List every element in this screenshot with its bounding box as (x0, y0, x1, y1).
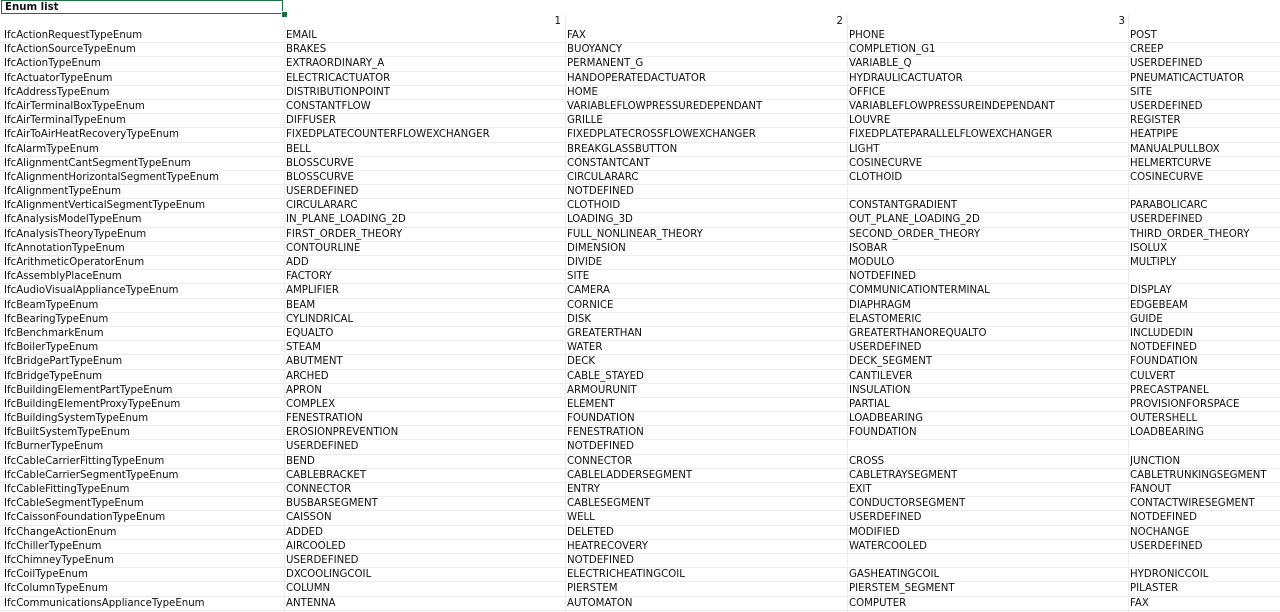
value-cell[interactable]: ARCHED (286, 370, 329, 382)
value-cell[interactable]: PRECASTPANEL (1130, 384, 1209, 396)
table-row (0, 483, 1280, 497)
value-cell[interactable]: PIERSTEM_SEGMENT (849, 583, 955, 595)
value-cell[interactable]: CONTACTWIRESEGMENT (1130, 498, 1255, 510)
enum-name-cell[interactable]: IfcCableCarrierSegmentTypeEnum (4, 469, 179, 481)
value-cell[interactable]: REGISTER (1130, 115, 1181, 127)
value-cell[interactable]: CIRCULARARC (286, 200, 358, 212)
value-cell[interactable]: ENTRY (567, 484, 600, 495)
value-cell[interactable]: MANUALPULLBOX (1130, 143, 1220, 155)
table-row (0, 284, 1280, 298)
value-cell[interactable]: INSULATION (849, 384, 911, 396)
enum-name-cell[interactable]: IfcColumnTypeEnum (4, 583, 108, 595)
table-row (0, 57, 1280, 71)
value-cell[interactable]: CIRCULARARC (567, 171, 639, 183)
table-row (0, 540, 1280, 554)
table-row (0, 242, 1280, 256)
value-cell[interactable]: NOTDEFINED (567, 186, 634, 198)
table-row (0, 568, 1280, 582)
value-cell[interactable] (849, 554, 1127, 568)
value-cell[interactable]: HOME (567, 86, 598, 98)
value-cell[interactable]: JUNCTION (1130, 455, 1181, 467)
value-cell[interactable]: DIVIDE (567, 257, 603, 268)
value-cell[interactable]: CABLETRUNKINGSEGMENT (1130, 469, 1267, 481)
value-cell[interactable]: AIRCOOLED (286, 540, 346, 552)
value-cell[interactable]: CONDUCTORSEGMENT (849, 498, 966, 510)
value-cell[interactable]: PARTIAL (849, 398, 890, 410)
value-cell[interactable]: ISOBAR (849, 242, 888, 254)
value-cell[interactable]: MULTIPLY (1130, 257, 1177, 268)
value-cell[interactable]: GREATERTHANOREQUALTO (849, 327, 987, 339)
table-row (0, 185, 1280, 199)
table-row (0, 426, 1280, 440)
value-cell[interactable]: BLOSSCURVE (286, 157, 354, 169)
table-row (0, 511, 1280, 525)
value-cell[interactable]: DIMENSION (567, 242, 626, 254)
value-cell[interactable]: HEATPIPE (1130, 129, 1179, 141)
value-cell[interactable]: FENESTRATION (567, 427, 644, 439)
value-cell[interactable]: OFFICE (849, 86, 886, 98)
value-cell[interactable]: DISTRIBUTIONPOINT (286, 86, 390, 98)
value-cell[interactable]: CONTOURLINE (286, 242, 361, 254)
enum-name-cell[interactable]: IfcAlarmTypeEnum (4, 143, 99, 155)
enum-name-cell[interactable]: IfcAnalysisTheoryTypeEnum (4, 228, 147, 240)
selected-title-cell[interactable]: Enum list (1, 0, 283, 14)
enum-name-cell[interactable]: IfcActionSourceTypeEnum (4, 44, 136, 56)
value-cell[interactable]: BREAKGLASSBUTTON (567, 143, 678, 155)
value-cell[interactable]: CONSTANTCANT (567, 157, 650, 169)
enum-name-cell[interactable]: IfcBenchmarkEnum (4, 327, 104, 339)
value-cell[interactable]: DISPLAY (1130, 285, 1172, 297)
value-cell[interactable]: DECK_SEGMENT (849, 356, 933, 368)
value-cell[interactable]: DELETED (567, 526, 614, 538)
enum-name-cell[interactable]: IfcBeamTypeEnum (4, 299, 99, 311)
table-row (0, 327, 1280, 341)
value-cell[interactable]: AUTOMATON (567, 597, 633, 609)
value-cell[interactable]: ELASTOMERIC (849, 313, 922, 325)
value-cell[interactable]: EXIT (849, 484, 872, 495)
value-cell[interactable]: CONNECTOR (286, 484, 352, 495)
value-cell[interactable] (1130, 270, 1280, 284)
table-row (0, 412, 1280, 426)
column-number-row (0, 15, 1280, 29)
enum-name-cell[interactable]: IfcCableCarrierFittingTypeEnum (4, 455, 165, 467)
value-cell[interactable]: LOADING_3D (567, 214, 633, 226)
value-cell[interactable] (1130, 440, 1280, 454)
value-cell[interactable]: CREEP (1130, 44, 1164, 56)
value-cell[interactable]: BUSBARSEGMENT (286, 498, 378, 510)
value-cell[interactable]: NOCHANGE (1130, 526, 1190, 538)
value-cell[interactable]: DIAPHRAGM (849, 299, 911, 311)
enum-name-cell[interactable]: IfcAudioVisualApplianceTypeEnum (4, 285, 179, 297)
table-row (0, 384, 1280, 398)
value-cell[interactable]: WATERCOOLED (849, 540, 928, 552)
value-cell[interactable]: CROSS (849, 455, 885, 467)
enum-name-cell[interactable]: IfcChangeActionEnum (4, 526, 117, 538)
value-cell[interactable]: HYDRONICCOIL (1130, 569, 1209, 581)
value-cell[interactable]: FULL_NONLINEAR_THEORY (567, 228, 703, 240)
value-cell[interactable]: DXCOOLINGCOIL (286, 569, 372, 581)
value-cell[interactable]: COMPLEX (286, 398, 336, 410)
value-cell[interactable]: MODULO (849, 257, 895, 268)
enum-name-cell[interactable]: IfcAddressTypeEnum (4, 86, 110, 98)
enum-table (0, 29, 1280, 611)
enum-name-cell[interactable]: IfcAirTerminalBoxTypeEnum (4, 100, 145, 112)
value-cell[interactable]: CABLEBRACKET (286, 469, 367, 481)
table-row (0, 398, 1280, 412)
value-cell[interactable] (849, 185, 1127, 199)
value-cell[interactable]: FAX (567, 30, 586, 41)
value-cell[interactable]: PERMANENT_G (567, 58, 644, 70)
table-row (0, 341, 1280, 355)
value-cell[interactable]: LOADBEARING (849, 413, 923, 425)
value-cell[interactable] (1130, 185, 1280, 199)
enum-name-cell[interactable]: IfcCoilTypeEnum (4, 569, 88, 581)
enum-name-cell[interactable]: IfcCommunicationsApplianceTypeEnum (4, 597, 205, 609)
value-cell[interactable]: USERDEFINED (286, 441, 359, 453)
table-row (0, 43, 1280, 57)
value-cell[interactable]: PIERSTEM (567, 583, 618, 595)
value-cell[interactable]: MODIFIED (849, 526, 900, 538)
value-cell[interactable]: FIRST_ORDER_THEORY (286, 228, 403, 240)
value-cell[interactable]: USERDEFINED (1130, 58, 1203, 70)
value-cell[interactable]: HELMERTCURVE (1130, 157, 1212, 169)
table-row (0, 554, 1280, 568)
value-cell[interactable]: FIXEDPLATECROSSFLOWEXCHANGER (567, 129, 756, 141)
value-cell[interactable]: ADD (286, 257, 309, 268)
value-cell[interactable]: NOTDEFINED (567, 554, 634, 566)
value-cell[interactable]: AMPLIFIER (286, 285, 339, 297)
value-cell[interactable]: GASHEATINGCOIL (849, 569, 940, 581)
value-cell[interactable]: GREATERTHAN (567, 327, 643, 339)
value-cell[interactable]: COMMUNICATIONTERMINAL (849, 285, 990, 297)
value-cell[interactable]: CABLESEGMENT (567, 498, 651, 510)
enum-name-cell[interactable]: IfcActuatorTypeEnum (4, 72, 113, 84)
enum-name-cell[interactable]: IfcChillerTypeEnum (4, 540, 102, 552)
enum-name-cell[interactable]: IfcBridgePartTypeEnum (4, 356, 123, 368)
value-cell[interactable]: INCLUDEDIN (1130, 327, 1194, 339)
value-cell[interactable]: CANTILEVER (849, 370, 913, 382)
table-row (0, 582, 1280, 596)
value-cell[interactable]: HANDOPERATEDACTUATOR (567, 72, 706, 84)
value-cell[interactable]: OUTERSHELL (1130, 413, 1198, 425)
value-cell[interactable]: ADDED (286, 526, 323, 538)
enum-name-cell[interactable]: IfcActionRequestTypeEnum (4, 30, 143, 41)
value-cell[interactable]: ELECTRICHEATINGCOIL (567, 569, 685, 581)
value-cell[interactable]: BRAKES (286, 44, 327, 56)
value-cell[interactable]: CONNECTOR (567, 455, 633, 467)
value-cell[interactable]: CABLETRAYSEGMENT (849, 469, 958, 481)
value-cell[interactable]: USERDEFINED (1130, 540, 1203, 552)
value-cell[interactable]: POST (1130, 30, 1157, 41)
table-row (0, 256, 1280, 270)
value-cell[interactable]: USERDEFINED (286, 554, 359, 566)
value-cell[interactable]: ARMOURUNIT (567, 384, 637, 396)
value-cell[interactable]: COSINECURVE (849, 157, 923, 169)
enum-name-cell[interactable]: IfcArithmeticOperatorEnum (4, 257, 145, 268)
enum-name-cell[interactable]: IfcAnalysisModelTypeEnum (4, 214, 142, 226)
value-cell[interactable]: EMAIL (286, 30, 317, 41)
value-cell[interactable]: LIGHT (849, 143, 880, 155)
table-row (0, 100, 1280, 114)
value-cell[interactable]: SITE (1130, 86, 1153, 98)
value-cell[interactable]: CONSTANTFLOW (286, 100, 371, 112)
table-row (0, 143, 1280, 157)
value-cell[interactable]: WATER (567, 342, 603, 354)
enum-name-cell[interactable]: IfcBuildingSystemTypeEnum (4, 413, 149, 425)
value-cell[interactable]: DECK (567, 356, 596, 368)
enum-name-cell[interactable]: IfcCaissonFoundationTypeEnum (4, 512, 166, 524)
table-row (0, 157, 1280, 171)
enum-name-cell[interactable]: IfcAnnotationTypeEnum (4, 242, 125, 254)
value-cell[interactable]: FOUNDATION (567, 413, 635, 425)
table-row (0, 128, 1280, 142)
value-cell[interactable]: THIRD_ORDER_THEORY (1130, 228, 1250, 240)
value-cell[interactable]: HYDRAULICACTUATOR (849, 72, 963, 84)
enum-name-cell[interactable]: IfcBurnerTypeEnum (4, 441, 104, 453)
value-cell[interactable]: PNEUMATICACTUATOR (1130, 72, 1245, 84)
value-cell[interactable]: VARIABLEFLOWPRESSUREDEPENDANT (567, 100, 763, 112)
value-cell[interactable]: USERDEFINED (849, 342, 922, 354)
table-row (0, 171, 1280, 185)
value-cell[interactable]: CONSTANTGRADIENT (849, 200, 958, 212)
value-cell[interactable]: NOTDEFINED (1130, 342, 1197, 354)
enum-name-cell[interactable]: IfcAirTerminalTypeEnum (4, 115, 126, 127)
value-cell[interactable]: EQUALTO (286, 327, 334, 339)
value-cell[interactable]: EROSIONPREVENTION (286, 427, 399, 439)
value-cell[interactable]: ISOLUX (1130, 242, 1168, 254)
value-cell[interactable]: PROVISIONFORSPACE (1130, 398, 1240, 410)
enum-name-cell[interactable]: IfcBridgeTypeEnum (4, 370, 103, 382)
value-cell[interactable]: COLUMN (286, 583, 331, 595)
value-cell[interactable]: PHONE (849, 30, 885, 41)
enum-name-cell[interactable]: IfcCableSegmentTypeEnum (4, 498, 144, 510)
table-row (0, 29, 1280, 43)
value-cell[interactable]: CLOTHOID (567, 200, 621, 212)
value-cell[interactable]: NOTDEFINED (849, 271, 916, 283)
value-cell[interactable]: ELEMENT (567, 398, 615, 410)
table-row (0, 497, 1280, 511)
enum-name-cell[interactable]: IfcAlignmentTypeEnum (4, 186, 122, 198)
value-cell[interactable]: CAISSON (286, 512, 332, 524)
enum-name-cell[interactable]: IfcActionTypeEnum (4, 58, 101, 70)
table-row (0, 86, 1280, 100)
value-cell[interactable]: EXTRAORDINARY_A (286, 58, 385, 70)
value-cell[interactable]: FIXEDPLATEPARALLELFLOWEXCHANGER (849, 129, 1053, 141)
value-cell[interactable]: APRON (286, 384, 322, 396)
enum-name-cell[interactable]: IfcAirToAirHeatRecoveryTypeEnum (4, 129, 179, 141)
table-row (0, 213, 1280, 227)
value-cell[interactable]: FIXEDPLATECOUNTERFLOWEXCHANGER (286, 129, 490, 141)
value-cell[interactable]: GRILLE (567, 115, 603, 127)
value-cell[interactable]: FOUNDATION (849, 427, 917, 439)
value-cell[interactable]: FACTORY (286, 271, 332, 283)
enum-name-cell[interactable]: IfcBuiltSystemTypeEnum (4, 427, 130, 439)
table-row (0, 355, 1280, 369)
table-row (0, 597, 1280, 611)
value-cell[interactable]: BEAM (286, 299, 316, 311)
value-cell[interactable]: BELL (286, 143, 311, 155)
enum-name-cell[interactable]: IfcAlignmentVerticalSegmentTypeEnum (4, 200, 206, 212)
table-row (0, 440, 1280, 454)
value-cell[interactable]: CULVERT (1130, 370, 1176, 382)
value-cell[interactable]: FAX (1130, 597, 1149, 609)
value-cell[interactable]: VARIABLEFLOWPRESSUREINDEPENDANT (849, 100, 1055, 112)
value-cell[interactable]: BUOYANCY (567, 44, 623, 56)
table-row (0, 114, 1280, 128)
enum-name-cell[interactable]: IfcBoilerTypeEnum (4, 342, 99, 354)
value-cell[interactable]: CAMERA (567, 285, 610, 297)
column-number-3[interactable]: 3 (1118, 16, 1125, 27)
value-cell[interactable]: EDGEBEAM (1130, 299, 1188, 311)
value-cell[interactable]: ANTENNA (286, 597, 336, 609)
value-cell[interactable]: USERDEFINED (1130, 100, 1203, 112)
value-cell[interactable]: FENESTRATION (286, 413, 363, 425)
value-cell[interactable]: OUT_PLANE_LOADING_2D (849, 214, 980, 226)
value-cell[interactable]: CLOTHOID (849, 171, 903, 183)
value-cell[interactable]: DIFFUSER (286, 115, 337, 127)
table-row (0, 455, 1280, 469)
value-cell[interactable]: USERDEFINED (849, 512, 922, 524)
enum-name-cell[interactable]: IfcAssemblyPlaceEnum (4, 271, 122, 283)
table-row (0, 199, 1280, 213)
value-cell[interactable]: GUIDE (1130, 313, 1163, 325)
value-cell[interactable]: VARIABLE_Q (849, 58, 912, 70)
table-row (0, 313, 1280, 327)
title-row (0, 0, 1280, 15)
value-cell[interactable]: CABLE_STAYED (567, 370, 644, 382)
value-cell[interactable]: COMPUTER (849, 597, 907, 609)
value-cell[interactable]: PILASTER (1130, 583, 1179, 595)
table-row (0, 72, 1280, 86)
value-cell[interactable]: FANOUT (1130, 484, 1172, 495)
value-cell[interactable]: SECOND_ORDER_THEORY (849, 228, 981, 240)
value-cell[interactable]: IN_PLANE_LOADING_2D (286, 214, 406, 226)
table-row (0, 228, 1280, 242)
enum-name-cell[interactable]: IfcAlignmentHorizontalSegmentTypeEnum (4, 171, 219, 183)
value-cell[interactable]: CORNICE (567, 299, 614, 311)
table-row (0, 270, 1280, 284)
column-number-2[interactable]: 2 (836, 16, 843, 27)
value-cell[interactable] (849, 440, 1127, 454)
enum-name-cell[interactable]: IfcBuildingElementPartTypeEnum (4, 384, 173, 396)
enum-name-cell[interactable]: IfcCableFittingTypeEnum (4, 484, 130, 495)
value-cell[interactable]: COMPLETION_G1 (849, 44, 936, 56)
value-cell[interactable]: BLOSSCURVE (286, 171, 354, 183)
value-cell[interactable]: LOADBEARING (1130, 427, 1204, 439)
table-row (0, 469, 1280, 483)
table-row (0, 370, 1280, 384)
value-cell[interactable]: ABUTMENT (286, 356, 343, 368)
value-cell[interactable]: USERDEFINED (1130, 214, 1203, 226)
value-cell[interactable]: COSINECURVE (1130, 171, 1204, 183)
value-cell[interactable]: DISK (567, 313, 591, 325)
value-cell[interactable]: STEAM (286, 342, 321, 354)
value-cell[interactable]: BEND (286, 455, 315, 467)
table-row (0, 526, 1280, 540)
value-cell[interactable] (1130, 554, 1280, 568)
value-cell[interactable]: CYLINDRICAL (286, 313, 354, 325)
enum-name-cell[interactable]: IfcBuildingElementProxyTypeEnum (4, 398, 181, 410)
value-cell[interactable]: FOUNDATION (1130, 356, 1198, 368)
value-cell[interactable]: WELL (567, 512, 595, 524)
value-cell[interactable]: ELECTRICACTUATOR (286, 72, 391, 84)
value-cell[interactable]: CABLELADDERSEGMENT (567, 469, 693, 481)
enum-name-cell[interactable]: IfcBearingTypeEnum (4, 313, 109, 325)
column-number-1[interactable]: 1 (554, 16, 561, 27)
value-cell[interactable]: PARABOLICARC (1130, 200, 1208, 212)
value-cell[interactable]: USERDEFINED (286, 186, 359, 198)
value-cell[interactable]: LOUVRE (849, 115, 891, 127)
table-row (0, 299, 1280, 313)
value-cell[interactable]: NOTDEFINED (567, 441, 634, 453)
enum-name-cell[interactable]: IfcAlignmentCantSegmentTypeEnum (4, 157, 191, 169)
enum-name-cell[interactable]: IfcChimneyTypeEnum (4, 554, 114, 566)
value-cell[interactable]: HEATRECOVERY (567, 540, 649, 552)
value-cell[interactable]: NOTDEFINED (1130, 512, 1197, 524)
value-cell[interactable]: SITE (567, 271, 590, 283)
